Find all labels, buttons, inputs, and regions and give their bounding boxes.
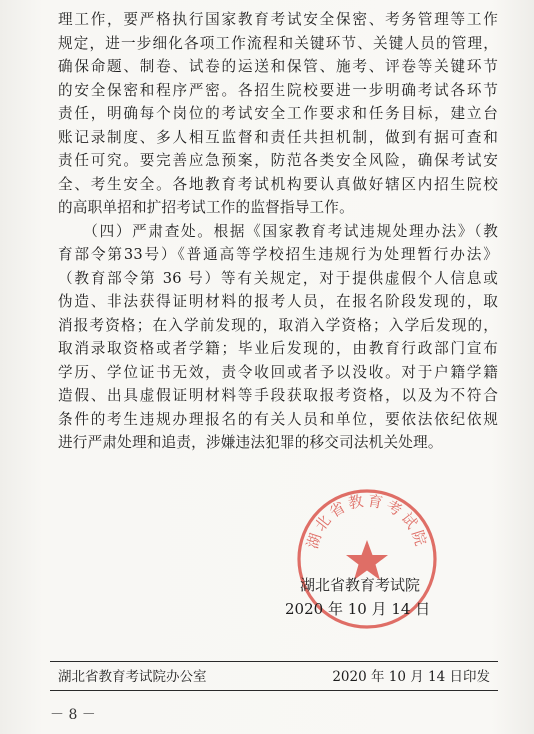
text-line: 进行严肃处理和追责，涉嫌违法犯罪的移交司法机关处理。: [58, 434, 443, 451]
text-line: 条件的考生违规办理报名的有关人员和单位，要依法依纪依规: [58, 410, 498, 428]
text-line: 消报考资格；在入学前发现的，取消入学资格；入学后发现的，: [58, 316, 498, 334]
text-line: 造假、出具虚假证明材料等手段获取报考资格，以及为不符合: [58, 387, 498, 404]
text-line: 全、考生安全。各地教育考试机构要认真做好辖区内招生院校: [58, 175, 498, 193]
signature-date: 2020 年 10 月 14 日: [285, 600, 431, 618]
footer-top-rule: [50, 661, 498, 662]
svg-text:湖北省教育考试院: 湖北省教育考试院: [303, 491, 431, 551]
signature-organization: 湖北省教育考试院: [300, 576, 421, 594]
text-line: 确保命题、制卷、试卷的运送和保管、施考、评卷等关键环节: [58, 58, 498, 75]
text-line: 育部令第33号）《普通高等学校招生违规行为处理暂行办法》: [58, 246, 498, 263]
footer-issue-date: 2020 年 10 月 14 日印发: [332, 669, 490, 685]
body-text: [58, 8, 498, 455]
text-line: 责任可究。要完善应急预案，防范各类安全风险，确保考试安: [58, 152, 498, 169]
section-heading-line: （四）严肃查处。根据《国家教育考试违规处理办法》（教: [58, 222, 498, 240]
page-number: － 8 －: [50, 707, 96, 723]
text-line: 规定，进一步细化各项工作流程和关键环节、关键人员的管理，: [58, 34, 498, 52]
text-line: 取消录取资格或者学籍；毕业后发现的，由教育行政部门宣布: [58, 340, 498, 357]
text-line: 的高职单招和扩招考试工作的监督指导工作。: [58, 199, 354, 216]
text-line: 伪造、非法获得证明材料的报考人员，在报名阶段发现的，取: [58, 293, 498, 310]
text-line: 理工作，要严格执行国家教育考试安全保密、考务管理等工作: [58, 11, 498, 28]
footer-bottom-rule: [50, 690, 498, 691]
text-line: 账记录制度、多人相互监督和责任共担机制，做到有据可查和: [58, 128, 498, 146]
text-line: （教育部令第 36 号）等有关规定，对于提供虚假个人信息或: [58, 269, 498, 287]
text-line: 的安全保密和程序严密。各招生院校要进一步明确考试各环节: [58, 81, 498, 99]
text-line: 责任，明确每个岗位的考试安全工作要求和任务目标，建立台: [58, 105, 498, 122]
text-line: 学历、学位证书无效，责令收回或者予以没收。对于户籍学籍: [58, 363, 498, 381]
footer-issuer: 湖北省教育考试院办公室: [58, 669, 207, 685]
